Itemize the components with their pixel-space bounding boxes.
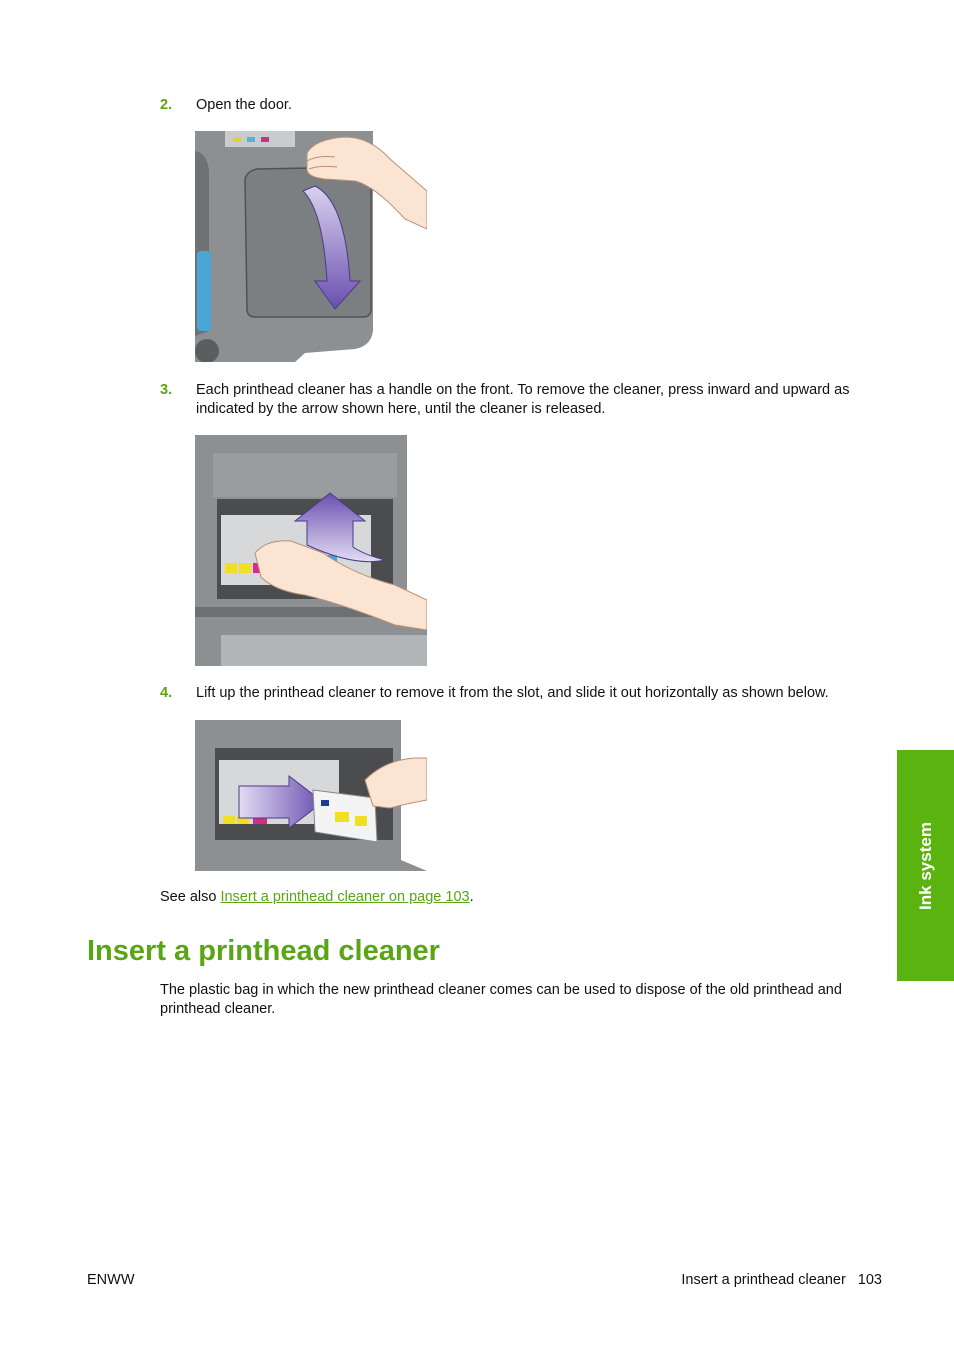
footer-title: Insert a printhead cleaner: [681, 1272, 846, 1288]
figure-slide-out-cleaner: [195, 720, 427, 871]
see-also-link[interactable]: Insert a printhead cleaner on page 103: [220, 889, 470, 905]
step-number: 4.: [160, 685, 173, 701]
section-paragraph: The plastic bag in which the new printhead cleaner comes can be used to dispose of the old printhead and printhead cleaner.: [160, 982, 842, 1017]
step-number: 2.: [160, 97, 173, 113]
side-tab-label: Ink system: [915, 821, 935, 910]
footer-right: [681, 1272, 882, 1288]
step-text: Lift up the printhead cleaner to remove it from the slot, and slide it out horizontally as shown below.: [196, 685, 829, 701]
footer-left: ENWW: [87, 1272, 135, 1288]
figure-release-cleaner: [195, 435, 427, 666]
figure-open-door: [195, 131, 427, 362]
step-text: Each printhead cleaner has a handle on the front. To remove the cleaner, press inward and upward as indicated by the arrow shown here, until the cleaner is released.: [196, 382, 850, 417]
step-number: 3.: [160, 382, 173, 398]
page-number: 103: [857, 1272, 882, 1288]
see-also-suffix: .: [469, 889, 474, 905]
see-also: [160, 888, 474, 907]
section-title: Insert a printhead cleaner: [87, 935, 440, 967]
see-also-prefix: See also: [160, 889, 221, 905]
step-text: Open the door.: [196, 97, 292, 113]
side-tab: [897, 750, 954, 981]
